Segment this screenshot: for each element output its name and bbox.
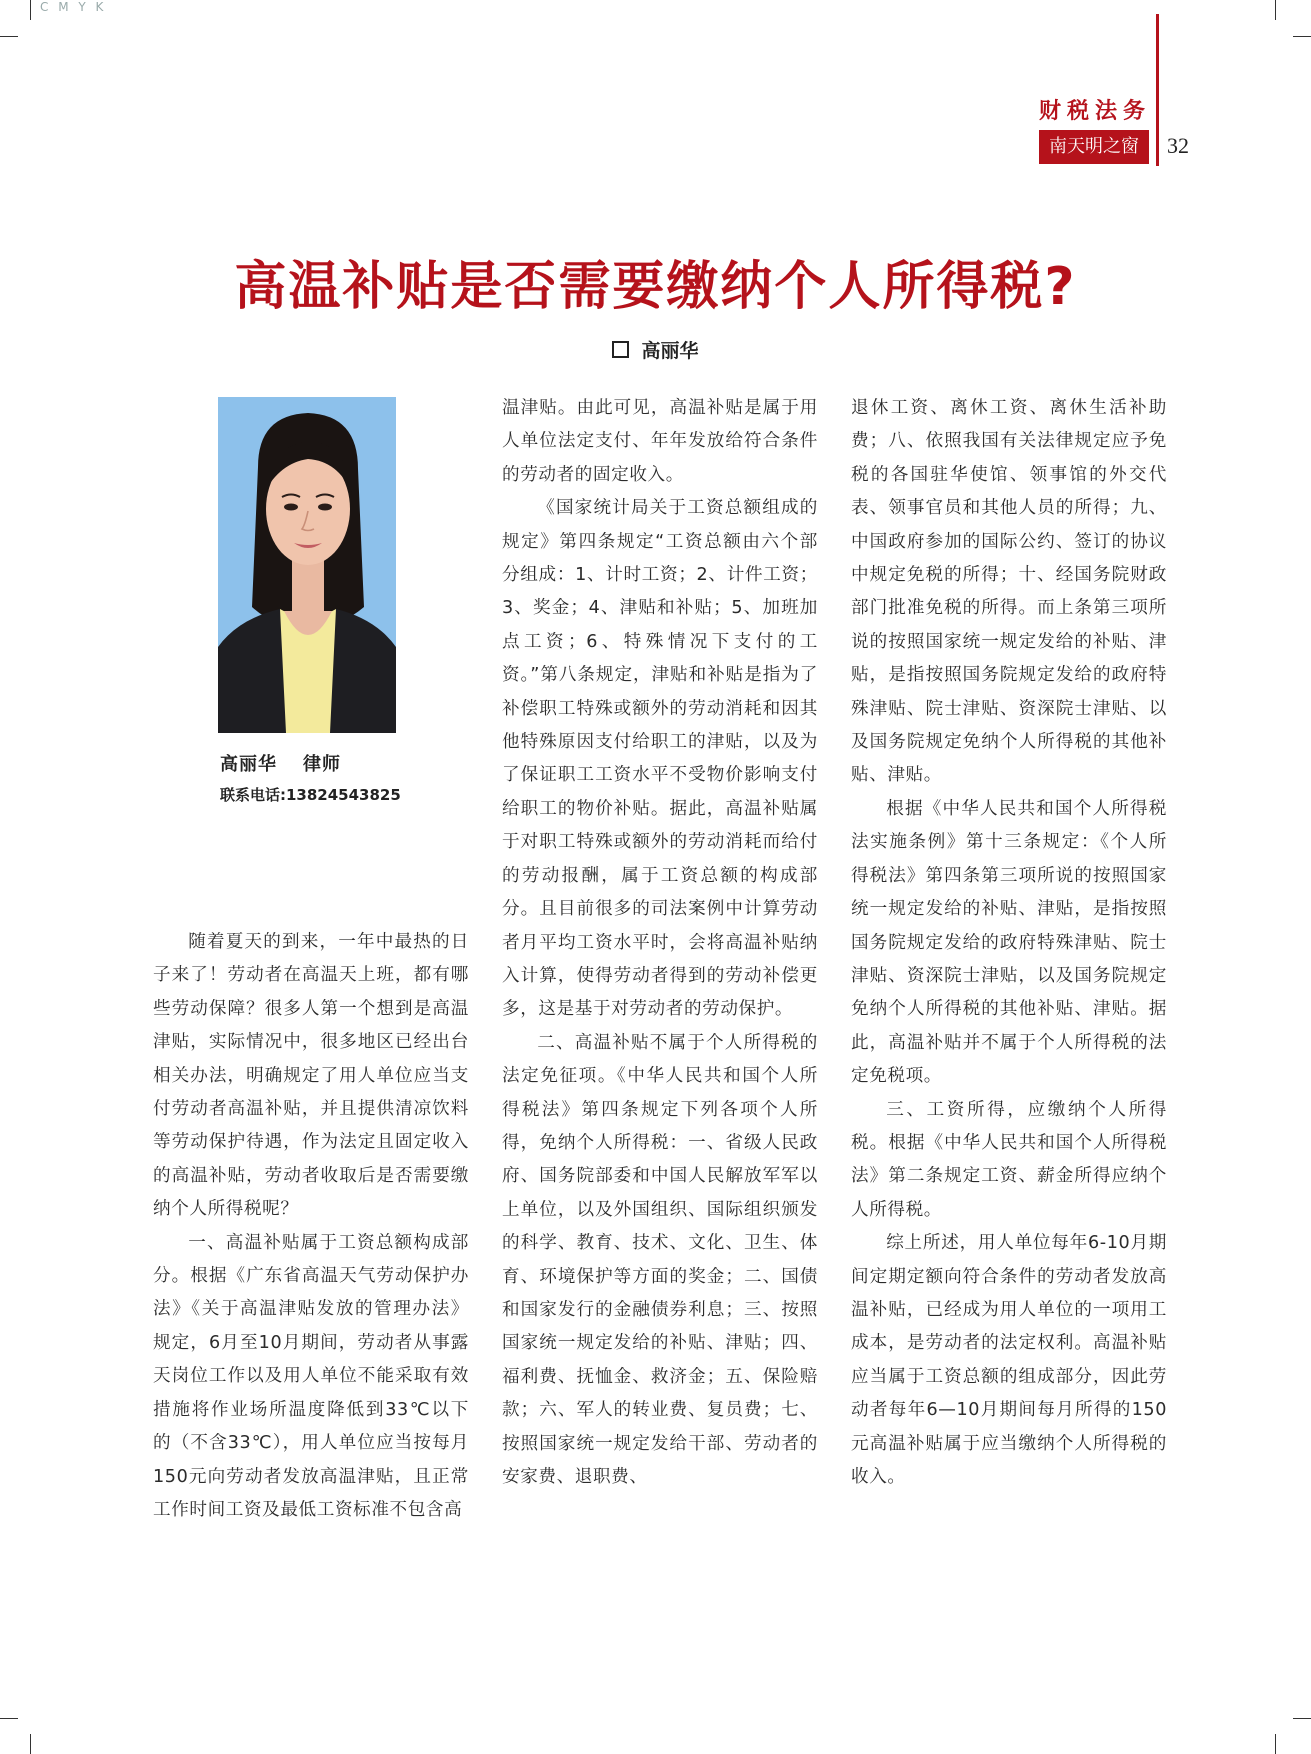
paragraph-continued: 温津贴。由此可见，高温补贴是属于用人单位法定支付、年年发放给符合条件的劳动者的固定收入。 xyxy=(502,398,818,485)
crop-mark xyxy=(0,36,18,37)
paragraph: 综上所述，用人单位每年6-10月期间定期定额向符合条件的劳动者发放高温补贴，已经成为用人单位的一项用工成本，是劳动者的法定权利。高温补贴应当属于工资总额的组成部分，因此劳动者每年6—10月期间每月所得的150元高温补贴属于应当缴纳个人所得税的收入。 xyxy=(851,1233,1167,1487)
body-column-1 xyxy=(153,926,469,1527)
header-accent-rule xyxy=(1156,14,1159,166)
page-number: 32 xyxy=(1167,133,1189,158)
author-phone: 联系电话:13824543825 xyxy=(220,786,401,804)
crop-mark xyxy=(1293,1718,1311,1719)
crop-mark xyxy=(1275,0,1276,20)
article-title: 高温补贴是否需要缴纳个人所得税? xyxy=(234,257,1077,317)
paragraph: 二、高温补贴不属于个人所得税的法定免征项。《中华人民共和国个人所得税法》第四条规定下列各项个人所得，免纳个人所得税：一、省级人民政府、国务院部委和中国人民解放军军以上单位，以及外国组织、国际组织颁发的科学、教育、技术、文化、卫生、体育、环境保护等方面的奖金；二、国债和国家发行的金融债券利息；三、按照国家统一规定发给的补贴、津贴；四、福利费、抚恤金、救济金；五、保险赔款；六、军人的转业费、复员费；七、按照国家统一规定发给干部、劳动者的安家费、退职费、 xyxy=(502,1032,818,1487)
paragraph: 随着夏天的到来，一年中最热的日子来了！劳动者在高温天上班，都有哪些劳动保障？很多人第一个想到是高温津贴，实际情况中，很多地区已经出台相关办法，明确规定了用人单位应当支付劳动者高温补贴，并且提供清凉饮料等劳动保护待遇，作为法定且固定收入的高温补贴，劳动者收取后是否需要缴纳个人所得税呢？ xyxy=(153,932,469,1220)
author-card-name: 高丽华 xyxy=(220,754,277,775)
crop-mark xyxy=(30,0,31,20)
cmyk-color-bar: C M Y K xyxy=(40,0,107,14)
paragraph: 根据《中华人民共和国个人所得税法实施条例》第十三条规定：《个人所得税法》第四条第三项所说的按照国家统一规定发给的补贴、津贴，是指按照国务院规定发给的政府特殊津贴、院士津贴、资深院士津贴，以及国务院规定免纳个人所得税的其他补贴、津贴。据此，高温补贴并不属于个人所得税的法定免税项。 xyxy=(851,798,1167,1087)
byline xyxy=(0,336,1311,363)
crop-mark xyxy=(1275,1734,1276,1754)
section-label: 财税法务 xyxy=(1038,98,1151,124)
paragraph-continued: 退休工资、离休工资、离休生活补助费；八、依照我国有关法律规定应予免税的各国驻华使馆、领事馆的外交代表、领事官员和其他人员的所得；九、中国政府参加的国际公约、签订的协议中规定免税的所得；十、经国务院财政部门批准免税的所得。而上条第三项所说的按照国家统一规定发给的补贴、津贴，是指按照国务院规定发给的政府特殊津贴、院士津贴、资深院士津贴、以及国务院规定免纳个人所得税的其他补贴、津贴。 xyxy=(851,398,1167,786)
body-column-3 xyxy=(851,392,1167,1494)
author-caption xyxy=(220,750,341,776)
paragraph: 三、工资所得，应缴纳个人所得税。根据《中华人民共和国个人所得税法》第二条规定工资、薪金所得应纳个人所得税。 xyxy=(851,1099,1167,1220)
crop-mark xyxy=(1293,36,1311,37)
crop-mark xyxy=(30,1734,31,1754)
paragraph: 一、高温补贴属于工资总额构成部分。根据《广东省高温天气劳动保护办法》《关于高温津贴发放的管理办法》规定，6月至10月期间，劳动者从事露天岗位工作以及用人单位不能采取有效措施将作业场所温度降低到33℃以下的（不含33℃），用人单位应当按每月150元向劳动者发放高温津贴，且正常工作时间工资及最低工资标准不包含高 xyxy=(153,1232,469,1520)
portrait-illustration xyxy=(218,397,396,733)
body-column-2 xyxy=(502,392,818,1494)
crop-mark xyxy=(0,1718,18,1719)
column-label: 南天明之窗 xyxy=(1039,130,1149,164)
byline-box-icon xyxy=(612,341,629,358)
author-card-role: 律师 xyxy=(303,754,341,775)
author-name: 高丽华 xyxy=(641,340,699,362)
author-photo xyxy=(218,397,396,733)
paragraph: 《国家统计局关于工资总额组成的规定》第四条规定“工资总额由六个部分组成：1、计时工资；2、计件工资；3、奖金；4、津贴和补贴；5、加班加点工资；6、特殊情况下支付的工资。”第八条规定，津贴和补贴是指为了补偿职工特殊或额外的劳动消耗和因其他特殊原因支付给职工的津贴，以及为了保证职工工资水平不受物价影响支付给职工的物价补贴。据此，高温补贴属于对职工特殊或额外的劳动消耗而给付的劳动报酬，属于工资总额的构成部分。且目前很多的司法案例中计算劳动者月平均工资水平时，会将高温补贴纳入计算，使得劳动者得到的劳动补偿更多，这是基于对劳动者的劳动保护。 xyxy=(502,498,818,1020)
